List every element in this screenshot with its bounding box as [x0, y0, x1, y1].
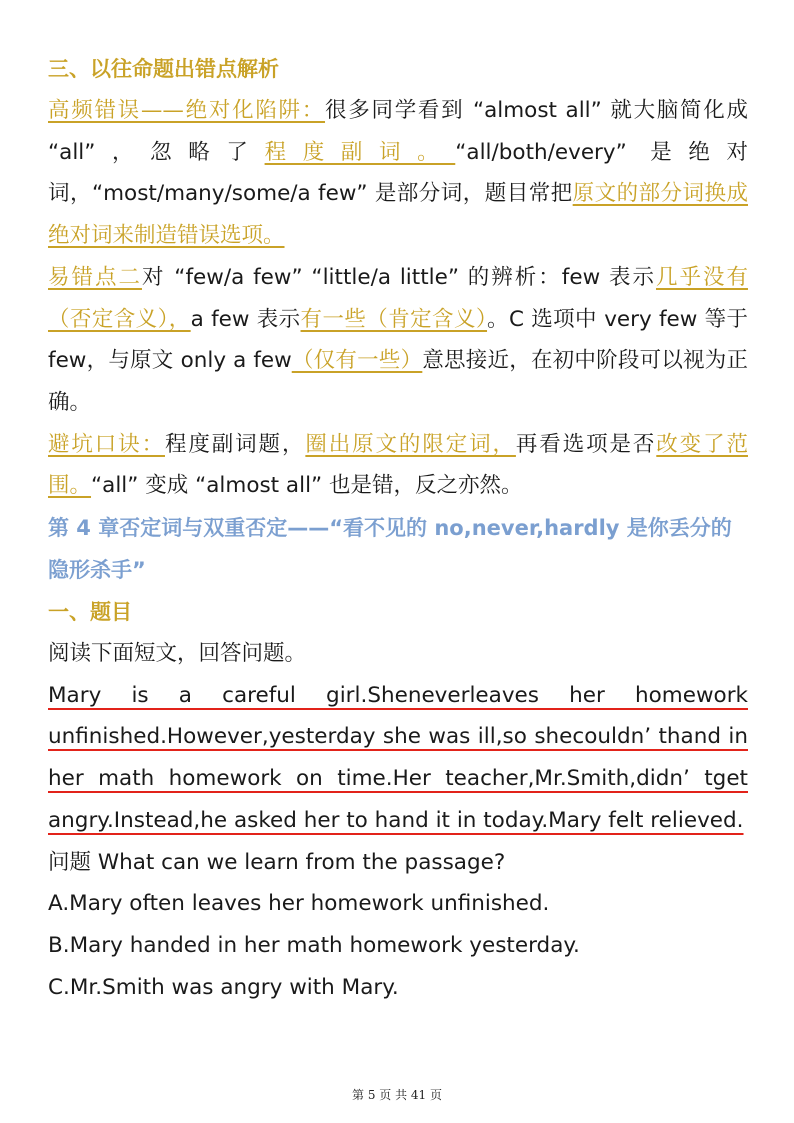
option-a: A.Mary often leaves her homework unfinished.	[48, 891, 550, 917]
label-high-frequency-error: 高频错误——绝对化陷阱：	[48, 98, 326, 123]
text-segment: 程度副词题，	[164, 431, 306, 457]
page-number-footer: 第 5 页 共 41 页	[352, 1088, 442, 1102]
text-segment: 很多同学看到 “almost all” 就大脑简化成 “all”，忽略了	[48, 98, 748, 165]
paragraph-pitfall-tip	[48, 424, 748, 507]
text-segment: a few 表示	[190, 306, 301, 332]
passage-text: Mary is a careful girl.Sheneverleaves her homework unfinished.However,yesterday she was ill,so shecouldn’ thand in her math homework on time.Her teacher,Mr.Smith,didn’ tget angry.Instead,he asked her to hand it in today.Mary felt relieved.	[48, 682, 748, 833]
chapter-heading: 第 4 章否定词与双重否定——“看不见的 no,never,hardly 是你丢分的隐形杀手”	[48, 516, 732, 583]
highlight-replacement: 原文的部分词换成绝对词来制造错误选项。	[48, 181, 748, 249]
text-segment: “all” 变成 “almost all” 也是错，反之亦然。	[91, 473, 523, 499]
highlight-circle-qualifier: 圈出原文的限定词，	[305, 431, 516, 457]
text-segment: 再看选项是否	[515, 431, 657, 457]
highlight-some: 有一些（肯定含义）	[300, 306, 488, 332]
text-segment: “all/both/every” 是绝对词，“most/many/some/a few” 是部分词，题目常把	[48, 139, 748, 207]
highlight-change-range: 改变了范围。	[48, 431, 748, 499]
option-b: B.Mary handed in her math homework yesterday.	[48, 932, 580, 958]
question-text: 问题 What can we learn from the passage?	[48, 849, 506, 875]
label-pitfall-tip: 避坑口诀：	[48, 431, 165, 457]
option-c: C.Mr.Smith was angry with Mary.	[48, 974, 399, 1000]
text-segment: 对 “few/a few” “little/a little” 的辨析：few 表示	[141, 264, 656, 290]
instruction-text: 阅读下面短文，回答问题。	[48, 641, 307, 667]
section-heading-3: 三、以往命题出错点解析	[48, 57, 279, 81]
paragraph-high-frequency-error	[48, 90, 748, 257]
section-heading-1: 一、题目	[48, 600, 132, 625]
reading-passage	[48, 675, 748, 842]
label-error-point-two: 易错点二	[48, 264, 142, 290]
highlight-almost-none: 几乎没有（否定含义），	[48, 264, 748, 332]
paragraph-error-point-two	[48, 257, 748, 424]
text-segment: 意思接近，在初中阶段可以视为正确。	[48, 348, 748, 415]
document-page	[48, 48, 748, 1008]
text-segment: 。C 选项中 very few 等于 few，与原文 only a few	[48, 306, 748, 374]
highlight-degree-adverb: 程度副词。	[264, 139, 456, 165]
highlight-only-some: （仅有一些）	[291, 348, 423, 374]
